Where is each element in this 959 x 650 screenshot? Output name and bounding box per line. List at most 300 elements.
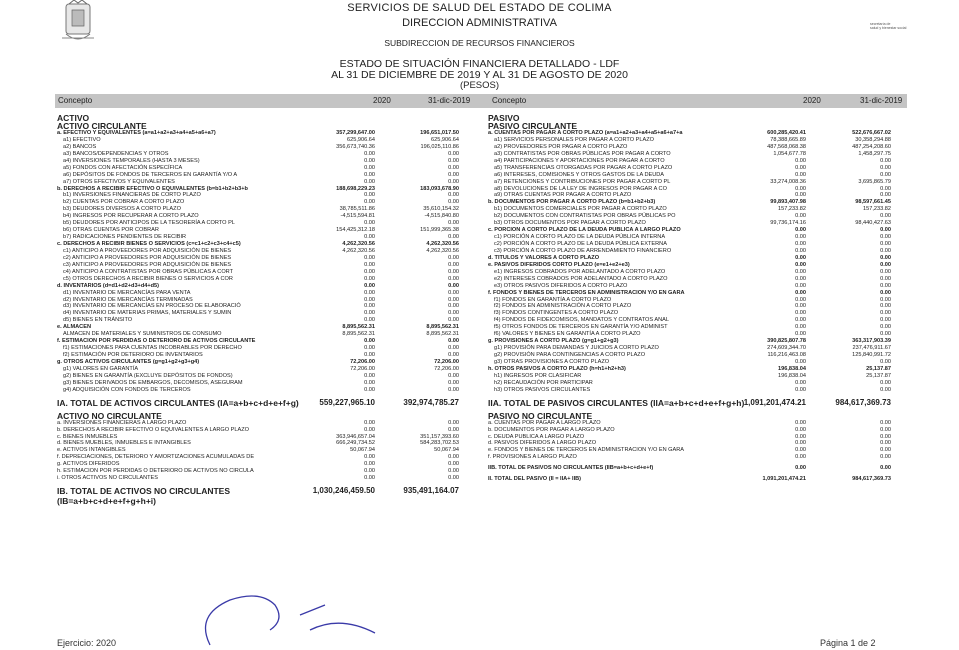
value-2019: 0.00 — [448, 352, 459, 358]
row-label: e. ACTIVOS INTANGIBLES — [57, 447, 126, 454]
row-label: c3) PORCIÓN A CORTO PLAZO DE ARRENDAMIENTO FINANCIERO — [494, 247, 672, 254]
row-label: g1) PROVISIÓN PARA DEMANDAS Y JUICIOS A CORTO PLAZO — [494, 345, 659, 352]
row-label: e2) INTERESES COBRADOS POR ADELANTADO A CORTO PLAZO — [494, 275, 668, 282]
header-line-1: SERVICIOS DE SALUD DEL ESTADO DE COLIMA — [347, 2, 612, 14]
row-label: e. FONDOS Y BIENES DE TERCEROS EN ADMINISTRACION Y/O EN GARA — [488, 447, 685, 454]
value-2019: 0.00 — [880, 303, 891, 310]
value-2020: 188,698,229.23 — [336, 185, 375, 192]
row-label: i. OTROS ACTIVOS NO CIRCULANTES — [57, 475, 159, 482]
activo-row — [57, 248, 475, 255]
activo-row — [57, 172, 475, 179]
row-label: h2) RECAUDACIÓN POR PARTICIPAR — [494, 379, 593, 386]
value-2020: 0.00 — [795, 247, 806, 254]
value-2019: 0.00 — [448, 275, 459, 282]
value-2019: 196,651,017.50 — [420, 130, 459, 136]
activo-row — [57, 234, 475, 241]
value-2020: 0.00 — [364, 275, 375, 282]
row-label: b1) INVERSIONES FINANCIERAS DE CORTO PLAZO — [63, 192, 201, 199]
row-label: a8) DEVOLUCIONES DE LA LEY DE INGRESOS POR PAGAR A CO — [494, 185, 667, 192]
row-label: a2) BANCOS — [63, 143, 97, 150]
value-2020: 0.00 — [364, 282, 375, 289]
activo-row — [57, 269, 475, 276]
value-2019: 4,262,320.56 — [426, 247, 459, 254]
value-2019: 0.00 — [880, 275, 891, 282]
value-2019: 72,206.00 — [434, 365, 459, 372]
activo-row — [57, 398, 475, 408]
activo-column — [57, 114, 475, 506]
row-label: b. DOCUMENTOS POR PAGAR A LARGO PLAZO — [488, 426, 615, 433]
activo-row — [57, 122, 475, 130]
row-label: e3) OTROS PASIVOS DIFERIDOS A CORTO PLAZO — [494, 282, 628, 289]
activo-row — [57, 461, 475, 468]
value-2019: 0.00 — [448, 150, 459, 157]
value-2020: 0.00 — [364, 254, 375, 261]
row-label: (IB=a+b+c+d+e+f+g+h+i) — [57, 496, 156, 507]
pasivo-row — [488, 412, 907, 420]
value-2020: 0.00 — [364, 386, 375, 393]
pasivo-row — [488, 130, 907, 137]
col-2019-left: 31-dic-2019 — [428, 96, 471, 105]
report-units: (PESOS) — [459, 80, 500, 91]
value-2019: 984,617,369.73 — [852, 476, 891, 483]
pasivo-row — [488, 199, 907, 206]
value-2020: 0.00 — [795, 282, 806, 289]
value-2019: 151,999,365.38 — [420, 227, 459, 234]
value-2019: 363,317,903.39 — [852, 338, 891, 345]
row-label: h. ESTIMACION POR PERDIDAS O DETERIORO DE ACTIVOS NO CIRCULA — [57, 468, 254, 475]
row-label: b5) DEUDORES POR ANTICIPOS DE LA TESORERÍA A CORTO PL — [63, 220, 235, 227]
pasivo-row — [488, 144, 907, 151]
value-2019: 0.00 — [880, 447, 891, 454]
row-label: f1) ESTIMACIONES PARA CUENTAS INCOBRABLES POR DERECHO — [63, 345, 242, 352]
value-2019: 0.00 — [880, 426, 891, 433]
value-2020: 559,227,965.10 — [319, 397, 375, 407]
value-2019: 0.00 — [880, 296, 891, 303]
row-label: e1) INGRESOS COBRADOS POR ADELANTADO A CORTO PLAZO — [494, 268, 666, 275]
activo-row — [57, 283, 475, 290]
row-label: a6) DEPÓSITOS DE FONDOS DE TERCEROS EN GARANTÍA Y/O A — [63, 171, 238, 178]
pasivo-row — [488, 366, 907, 373]
value-2020: 0.00 — [795, 213, 806, 220]
value-2020: 0.00 — [795, 386, 806, 393]
activo-row — [57, 220, 475, 227]
activo-row — [57, 434, 475, 441]
value-2020: 116,216,463.08 — [767, 352, 806, 358]
value-2020: 0.00 — [795, 261, 806, 268]
row-label: f2) ESTIMACIÓN POR DETERIORO DE INVENTARIOS — [63, 352, 203, 358]
activo-row — [57, 186, 475, 193]
activo-row — [57, 359, 475, 366]
pasivo-row — [488, 158, 907, 165]
value-2020: 0.00 — [795, 275, 806, 282]
value-2019: 0.00 — [448, 199, 459, 206]
pasivo-row — [488, 440, 907, 447]
row-label: b1) DOCUMENTOS COMERCIALES POR PAGAR A CORTO PLAZO — [494, 206, 667, 213]
row-label: II. TOTAL DEL PASIVO (II = IIA+ IIB) — [488, 476, 582, 483]
value-2019: 0.00 — [448, 461, 459, 468]
row-label: ALMACEN DE MATERIALES Y SUMINISTROS DE CONSUMO — [63, 331, 222, 338]
value-2019: 0.00 — [448, 310, 459, 317]
value-2020: 390,825,807.78 — [767, 338, 806, 345]
value-2019: 0.00 — [880, 419, 891, 426]
value-2019: 8,895,562.31 — [426, 324, 459, 331]
pasivo-row — [488, 192, 907, 199]
pasivo-row — [488, 331, 907, 338]
activo-row — [57, 496, 475, 506]
activo-row — [57, 427, 475, 434]
row-label: f. PROVISIONES A LARGO PLAZO — [488, 454, 577, 461]
value-2019: 0.00 — [880, 331, 891, 338]
activo-row — [57, 412, 475, 420]
value-2020: 0.00 — [795, 433, 806, 440]
pasivo-row — [488, 179, 907, 186]
report-period: AL 31 DE DICIEMBRE DE 2019 Y AL 31 DE AGOSTO DE 2020 — [331, 69, 628, 81]
value-2020: 72,206.00 — [350, 365, 375, 372]
value-2019: 0.00 — [448, 475, 459, 482]
row-label: g. OTROS ACTIVOS CIRCULANTES (g=g1+g2+g3+g4) — [57, 358, 200, 365]
row-label: b3) DEUDORES DIVERSOS A CORTO PLAZO — [63, 206, 181, 213]
value-2019: 0.00 — [880, 310, 891, 317]
col-2019-right: 31-dic-2019 — [860, 96, 903, 105]
activo-row — [57, 255, 475, 262]
value-2019: 0.00 — [448, 289, 459, 296]
value-2020: 0.00 — [795, 454, 806, 461]
value-2019: 98,597,661.45 — [855, 199, 891, 206]
row-label: h3) OTROS PASIVOS CIRCULANTES — [494, 386, 591, 393]
pasivo-row — [488, 427, 907, 434]
pasivo-row — [488, 283, 907, 290]
value-2019: 487,254,208.60 — [852, 143, 891, 150]
activo-row — [57, 486, 475, 496]
value-2020: 274,609,344.70 — [767, 345, 806, 352]
value-2020: 0.00 — [364, 289, 375, 296]
row-label: IA. TOTAL DE ACTIVOS CIRCULANTES (IA=a+b+c+d+e+f+g) — [57, 397, 299, 408]
pasivo-row — [488, 241, 907, 248]
value-2020: 0.00 — [364, 310, 375, 317]
pasivo-row — [488, 276, 907, 283]
value-2020: 0.00 — [795, 289, 806, 296]
row-label: b. DERECHOS A RECIBIR EFECTIVO O EQUIVALENTES A LARGO PLAZO — [57, 426, 249, 433]
value-2020: 0.00 — [795, 419, 806, 426]
value-2020: 0.00 — [795, 447, 806, 454]
row-label: ACTIVO NO CIRCULANTE — [57, 410, 162, 421]
activo-row — [57, 440, 475, 447]
activo-row — [57, 373, 475, 380]
value-2019: 50,067.94 — [434, 447, 459, 454]
value-2019: 0.00 — [880, 185, 891, 192]
row-label: c5) OTROS DERECHOS A RECIBIR BIENES O SERVICIOS A COR — [63, 275, 233, 282]
value-2019: 0.00 — [880, 358, 891, 365]
row-label: f4) FONDOS DE FIDEICOMISOS, MANDATOS Y CONTRATOS ANAL — [494, 317, 669, 324]
value-2019: 237,476,911.67 — [852, 345, 891, 352]
value-2020: 0.00 — [364, 261, 375, 268]
value-2020: 0.00 — [795, 465, 806, 472]
row-label: PASIVO CIRCULANTE — [488, 121, 578, 131]
row-label: a5) FONDOS CON AFECTACIÓN ESPECÍFICA — [63, 164, 183, 171]
value-2019: 0.00 — [448, 454, 459, 461]
value-2019: 0.00 — [448, 468, 459, 475]
value-2019: 1,458,297.75 — [858, 150, 891, 157]
value-2020: 0.00 — [795, 310, 806, 317]
row-label: IIB. TOTAL DE PASIVOS NO CIRCULANTES (IIB=a+b+c+d+e+f) — [488, 465, 654, 472]
value-2020: 0.00 — [364, 352, 375, 358]
row-label: a. INVERSIONES FINANCIERAS A LARGO PLAZO — [57, 419, 187, 426]
activo-row — [57, 324, 475, 331]
row-label: d. BIENES MUEBLES, INMUEBLES E INTANGIBLES — [57, 440, 191, 447]
value-2020: 0.00 — [795, 426, 806, 433]
value-2020: 33,274,008.36 — [770, 178, 806, 185]
value-2020: 0.00 — [364, 220, 375, 227]
value-2020: 0.00 — [364, 468, 375, 475]
activo-row — [57, 454, 475, 461]
value-2020: 38,785,511.86 — [339, 206, 375, 213]
value-2019: 0.00 — [880, 324, 891, 331]
value-2019: 0.00 — [880, 465, 891, 472]
pasivo-row — [488, 454, 907, 461]
value-2019: 0.00 — [448, 178, 459, 185]
value-2020: 0.00 — [795, 241, 806, 247]
value-2019: 72,206.00 — [434, 358, 459, 365]
value-2020: 0.00 — [795, 331, 806, 338]
value-2019: 625,906.64 — [431, 136, 459, 143]
row-label: a. CUENTAS POR PAGAR A LARGO PLAZO — [488, 419, 601, 426]
value-2020: 666,249,734.52 — [336, 440, 375, 447]
row-label: g1) VALORES EN GARANTÍA — [63, 365, 139, 372]
row-label: d. TITULOS Y VALORES A CORTO PLAZO — [488, 254, 600, 261]
value-2020: 0.00 — [795, 379, 806, 386]
value-2019: 0.00 — [448, 317, 459, 324]
value-2019: 98,440,427.63 — [855, 220, 891, 227]
row-label: a9) OTRAS CUENTAS POR PAGAR A CORTO PLAZO — [494, 192, 632, 199]
value-2019: 8,895,562.31 — [426, 331, 459, 338]
value-2020: 0.00 — [364, 475, 375, 482]
value-2019: 0.00 — [448, 164, 459, 171]
value-2019: 0.00 — [880, 282, 891, 289]
activo-row — [57, 387, 475, 394]
value-2019: 0.00 — [880, 241, 891, 247]
pasivo-row — [488, 465, 907, 472]
value-2020: 0.00 — [795, 440, 806, 447]
row-label: a6) INTERESES, COMISIONES Y OTROS GASTOS DE LA DEUDA — [494, 171, 665, 178]
activo-row — [57, 475, 475, 482]
value-2020: 0.00 — [795, 254, 806, 261]
activo-row — [57, 206, 475, 213]
activo-row — [57, 331, 475, 338]
row-label: f. DEPRECIACIONES, DETERIORO Y AMORTIZACIONES ACUMULADAS DE — [57, 454, 255, 461]
footer-exercise: Ejercicio: 2020 — [57, 638, 117, 648]
value-2020: 0.00 — [364, 303, 375, 310]
row-label: d. INVENTARIOS (d=d1+d2+d3+d4+d5) — [57, 282, 160, 289]
value-2019: 0.00 — [448, 372, 459, 379]
value-2019: 0.00 — [448, 261, 459, 268]
row-label: b. DERECHOS A RECIBIR EFECTIVO O EQUIVALENTES (b=b1+b2+b3+b — [57, 185, 248, 192]
row-label: g3) OTRAS PROVISIONES A CORTO PLAZO — [494, 358, 610, 365]
value-2019: 30,358,294.88 — [855, 136, 891, 143]
header-tag — [870, 22, 906, 30]
value-2019: 0.00 — [448, 157, 459, 164]
pasivo-row — [488, 476, 907, 483]
value-2019: 0.00 — [880, 171, 891, 178]
value-2020: 0.00 — [795, 234, 806, 241]
row-label: a7) OTROS EFECTIVOS Y EQUIVALENTES — [63, 178, 175, 185]
value-2019: 0.00 — [448, 268, 459, 275]
row-label: c3) ANTICIPO A PROVEEDORES POR ADQUISICIÓN DE BIENES — [63, 261, 232, 268]
value-2020: 0.00 — [795, 303, 806, 310]
value-2019: -4,515,840.80 — [424, 213, 459, 220]
value-2020: 625,906.64 — [347, 136, 375, 143]
value-2019: 35,610,154.32 — [423, 206, 459, 213]
value-2020: 196,838.04 — [778, 372, 806, 379]
value-2020: 0.00 — [795, 171, 806, 178]
value-2020: 1,030,246,459.50 — [312, 486, 375, 496]
pasivo-row — [488, 398, 907, 408]
row-label: PASIVO — [488, 113, 520, 123]
header-line-3: SUBDIRECCION DE RECURSOS FINANCIEROS — [384, 38, 575, 48]
value-2019: 196,025,110.86 — [420, 143, 459, 150]
value-2019: 0.00 — [448, 338, 459, 345]
row-label: c. DEUDA PUBLICA A LARGO PLAZO — [488, 433, 585, 440]
value-2019: 0.00 — [448, 234, 459, 241]
activo-row — [57, 317, 475, 324]
value-2020: 487,568,068.38 — [767, 143, 806, 150]
row-label: d3) INVENTARIO DE MERCANCÍAS EN PROCESO DE ELABORACIÓ — [63, 303, 241, 310]
row-label: b6) OTRAS CUENTAS POR COBRAR — [63, 227, 159, 234]
value-2019: 3,695,865.79 — [858, 178, 891, 185]
value-2019: 0.00 — [880, 164, 891, 171]
activo-row — [57, 447, 475, 454]
value-2020: 0.00 — [364, 338, 375, 345]
value-2020: 0.00 — [364, 372, 375, 379]
row-label: b4) INGRESOS POR RECUPERAR A CORTO PLAZO — [63, 213, 199, 220]
value-2019: 0.00 — [880, 261, 891, 268]
row-label: IIA. TOTAL DE PASIVOS CIRCULANTES (IIA=a+b+c+d+e+f+g+h) — [488, 397, 745, 408]
row-label: c. DERECHOS A RECIBIR BIENES O SERVICIOS (c=c1+c2+c3+c4+c5) — [57, 241, 241, 247]
row-label: h. OTROS PASIVOS A CORTO PLAZO (h=h1+h2+h3) — [488, 365, 626, 372]
activo-row — [57, 227, 475, 234]
value-2020: 0.00 — [795, 185, 806, 192]
value-2020: 0.00 — [795, 157, 806, 164]
value-2019: 935,491,164.07 — [403, 486, 459, 496]
value-2019: 984,617,369.73 — [835, 397, 891, 407]
pasivo-row — [488, 151, 907, 158]
value-2020: 0.00 — [364, 150, 375, 157]
row-label: a4) PARTICIPACIONES Y APORTACIONES POR PAGAR A CORTO — [494, 157, 665, 164]
value-2019: 0.00 — [880, 157, 891, 164]
table-header — [55, 94, 907, 108]
row-label: g2) PROVISIÓN PARA CONTINGENCIAS A CORTO PLAZO — [494, 352, 646, 358]
value-2020: 196,838.04 — [778, 365, 806, 372]
pasivo-row — [488, 255, 907, 262]
value-2020: 1,091,201,474.21 — [743, 397, 806, 407]
row-label: d4) INVENTARIO DE MATERIAS PRIMAS, MATERIALES Y SUMIN — [63, 310, 232, 317]
activo-row — [57, 144, 475, 151]
value-2020: 0.00 — [364, 164, 375, 171]
row-label: c4) ANTICIPO A CONTRATISTAS POR OBRAS PÚBLICAS A CORT — [63, 268, 234, 275]
value-2019: 0.00 — [880, 386, 891, 393]
value-2020: 78,388,665.89 — [770, 136, 806, 143]
pasivo-row — [488, 345, 907, 352]
pasivo-row — [488, 269, 907, 276]
pasivo-row — [488, 447, 907, 454]
row-label: a4) INVERSIONES TEMPORALES (HASTA 3 MESES) — [63, 157, 200, 164]
row-label: a3) CONTRATISTAS POR OBRAS PÚBLICAS POR PAGAR A CORTO — [494, 150, 671, 157]
value-2020: 4,262,320.56 — [342, 247, 375, 254]
value-2020: 0.00 — [364, 199, 375, 206]
row-label: g3) BIENES DERIVADOS DE EMBARGOS, DECOMISOS, ASEGURAM — [63, 379, 243, 386]
value-2020: 157,233.82 — [778, 206, 806, 213]
value-2019: 0.00 — [880, 234, 891, 241]
pasivo-row — [488, 220, 907, 227]
row-label: g. ACTIVOS DIFERIDOS — [57, 461, 120, 468]
value-2019: 351,157,393.60 — [420, 433, 459, 440]
pasivo-row — [488, 165, 907, 172]
value-2020: 0.00 — [364, 192, 375, 199]
activo-row — [57, 165, 475, 172]
value-2020: 1,054,677.78 — [773, 150, 806, 157]
value-2019: 0.00 — [448, 282, 459, 289]
value-2019: 0.00 — [448, 426, 459, 433]
value-2019: 25,137.87 — [866, 372, 891, 379]
row-label: a. CUENTAS POR PAGAR A CORTO PLAZO (a=a1+a2+a3+a4+a5+a6+a7+a — [488, 130, 683, 136]
pasivo-row — [488, 137, 907, 144]
row-label: h1) INGRESOS POR CLASIFICAR — [494, 372, 582, 379]
pasivo-row — [488, 359, 907, 366]
value-2020: 0.00 — [364, 296, 375, 303]
activo-row — [57, 158, 475, 165]
value-2020: 0.00 — [364, 461, 375, 468]
activo-row — [57, 137, 475, 144]
pasivo-row — [488, 352, 907, 359]
row-label: f. FONDOS Y BIENES DE TERCEROS EN ADMINISTRACION Y/O EN GARA — [488, 289, 685, 296]
value-2019: 0.00 — [880, 433, 891, 440]
value-2019: 0.00 — [880, 317, 891, 324]
activo-row — [57, 199, 475, 206]
pasivo-row — [488, 172, 907, 179]
footer-page: Página 1 de 2 — [820, 638, 876, 648]
value-2019: 0.00 — [448, 220, 459, 227]
col-concepto-left: Concepto — [58, 96, 93, 105]
col-concepto-right: Concepto — [492, 96, 527, 105]
row-label: f3) FONDOS CONTINGENTES A CORTO PLAZO — [494, 310, 619, 317]
row-label: a7) RETENCIONES Y CONTRIBUCIONES POR PAGAR A CORTO PL — [494, 178, 671, 185]
row-label: a. EFECTIVO Y EQUIVALENTES (a=a1+a2+a3+a4+a5+a6+a7) — [57, 130, 216, 136]
value-2019: 0.00 — [448, 419, 459, 426]
value-2020: -4,515,594.81 — [340, 213, 375, 220]
value-2019: 0.00 — [880, 192, 891, 199]
activo-row — [57, 352, 475, 359]
row-label: ACTIVO — [57, 113, 90, 123]
value-2020: 0.00 — [795, 317, 806, 324]
activo-row — [57, 366, 475, 373]
activo-row — [57, 290, 475, 297]
row-label: f1) FONDOS EN GARANTÍA A CORTO PLAZO — [494, 296, 612, 303]
header-line-2: DIRECCION ADMINISTRATIVA — [402, 17, 557, 29]
activo-row — [57, 420, 475, 427]
activo-row — [57, 192, 475, 199]
row-label: c1) ANTICIPO A PROVEEDORES POR ADQUISICIÓN DE BIENES — [63, 247, 232, 254]
value-2019: 0.00 — [448, 171, 459, 178]
value-2019: 0.00 — [880, 379, 891, 386]
row-label: f6) VALORES Y BIENES EN GARANTÍA A CORTO PLAZO — [494, 331, 641, 338]
pasivo-column — [488, 114, 907, 483]
header-tag-line-1: secretaría de — [870, 22, 891, 26]
value-2019: 0.00 — [880, 440, 891, 447]
value-2019: 25,137.87 — [866, 365, 891, 372]
report-title: ESTADO DE SITUACIÓN FINANCIERA DETALLADO - LDF — [339, 58, 620, 70]
pasivo-row — [488, 373, 907, 380]
col-2020-right: 2020 — [803, 96, 821, 105]
value-2019: 0.00 — [448, 303, 459, 310]
